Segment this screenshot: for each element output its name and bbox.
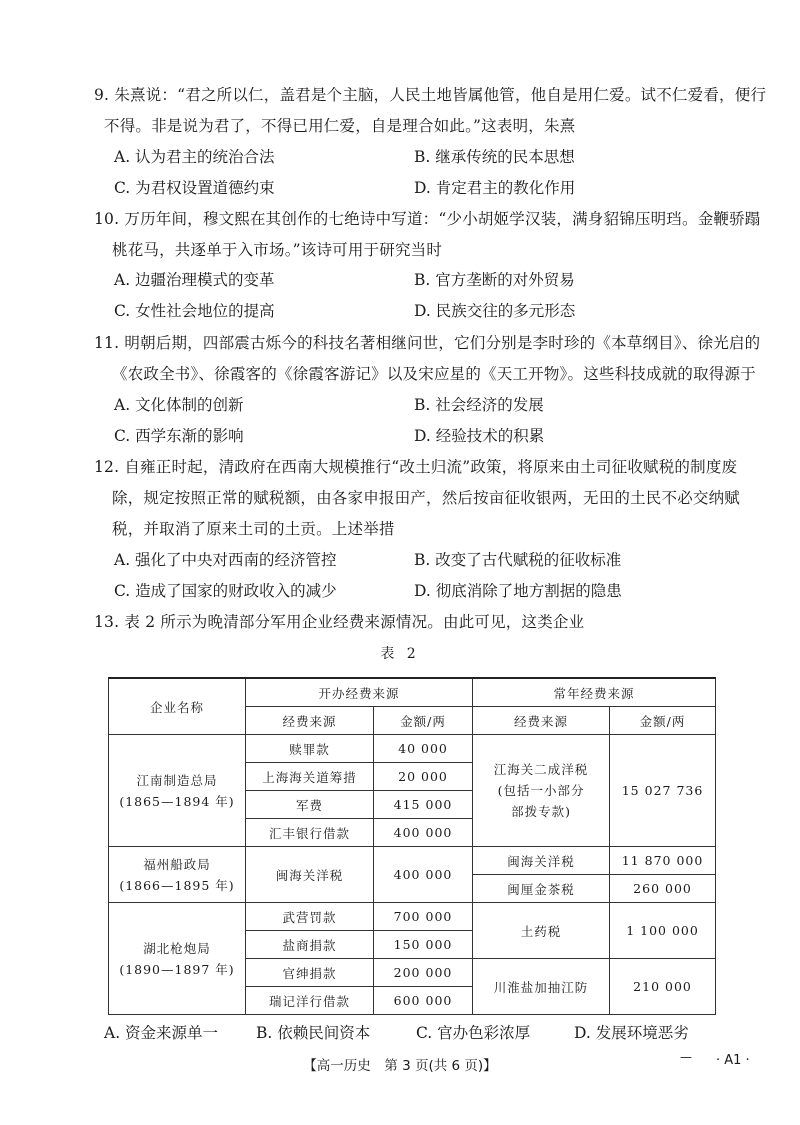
question-10-line1: 10. 万历年间，穆文熙在其创作的七绝诗中写道：“少小胡姬学汉装，满身貂锦压明珰。金鞭骄蹋	[94, 210, 761, 228]
question-11-option-d[interactable]: D. 经验技术的积累	[414, 427, 545, 445]
question-11-option-a[interactable]: A. 文化体制的创新	[114, 396, 244, 414]
question-11-option-c[interactable]: C. 西学东渐的影响	[114, 427, 244, 445]
hubei-startup-source-2: 盐商捐款	[246, 931, 374, 959]
question-13-options	[104, 1021, 689, 1043]
fuzhou-annual-source-1: 闽海关洋税	[473, 847, 610, 875]
enterprise-jiangnan-name: 江南制造总局	[136, 772, 218, 788]
question-10-line2: 桃花马，共逐单于入市场。”该诗可用于研究当时	[112, 241, 443, 259]
question-9-stem	[94, 80, 767, 142]
question-11-line2: 《农政全书》、徐霞客的《徐霞客游记》以及宋应星的《天工开物》。这些科技成就的取得源于	[112, 365, 756, 383]
header-annual-amount: 金额/两	[610, 707, 716, 735]
question-12-stem	[94, 452, 741, 545]
jiangnan-startup-source-1: 赎罪款	[246, 735, 374, 763]
hubei-startup-source-1: 武营罚款	[246, 903, 374, 931]
fuzhou-startup-amount: 400 000	[374, 847, 473, 903]
table-header-row-1	[109, 678, 716, 707]
enterprise-hubei-years: (1890—1897 年)	[119, 961, 235, 977]
table-row	[109, 903, 716, 931]
jiangnan-annual-source-line1: 江海关二成洋税	[493, 762, 589, 777]
question-13-option-d[interactable]: D. 发展环境恶劣	[574, 1024, 689, 1042]
question-13-option-c[interactable]: C. 官办色彩浓厚	[416, 1024, 531, 1042]
question-11-stem	[94, 328, 761, 390]
fuzhou-annual-source-2: 闽厘金茶税	[473, 875, 610, 903]
question-9-line2: 不得。非是说为君了，不得已用仁爱，自是理合如此。”这表明，朱熹	[104, 117, 576, 135]
hubei-startup-amount-4: 600 000	[374, 987, 473, 1015]
hubei-startup-amount-1: 700 000	[374, 903, 473, 931]
hubei-annual-source-2: 川淮盐加抽江防	[473, 959, 610, 1015]
table-row	[109, 847, 716, 875]
jiangnan-startup-amount-2: 20 000	[374, 763, 473, 791]
enterprise-fuzhou	[109, 847, 246, 903]
question-12-line2: 除，规定按照正常的赋税额，由各家申报田产，然后按亩征收银两，无田的土民不必交纳赋	[112, 489, 741, 507]
hubei-startup-source-4: 瑞记洋行借款	[246, 987, 374, 1015]
question-11-line1: 11. 明朝后期，四部震古烁今的科技名著相继问世，它们分别是李时珍的《本草纲目》、徐光启的	[94, 334, 761, 352]
question-13-option-b[interactable]: B. 依赖民间资本	[256, 1024, 371, 1042]
hubei-startup-source-3: 官绅捐款	[246, 959, 374, 987]
hubei-annual-amount-1: 1 100 000	[610, 903, 716, 959]
question-13-line1: 13. 表 2 所示为晚清部分军用企业经费来源情况。由此可见，这类企业	[94, 613, 585, 631]
jiangnan-annual-source-line3: 部拨专款)	[511, 804, 571, 819]
question-10-stem	[94, 204, 761, 266]
question-13-stem	[94, 607, 734, 638]
enterprise-fuzhou-years: (1866—1895 年)	[119, 877, 235, 893]
question-9-option-d[interactable]: D. 肯定君主的教化作用	[414, 179, 576, 197]
question-10-option-c[interactable]: C. 女性社会地位的提高	[114, 302, 275, 320]
jiangnan-annual-source	[473, 735, 610, 847]
page-footer: 【高一历史 第 3 页(共 6 页)】	[303, 1058, 497, 1074]
header-startup: 开办经费来源	[246, 678, 473, 707]
question-12-option-d[interactable]: D. 彻底消除了地方割据的隐患	[414, 582, 622, 600]
header-annual-source: 经费来源	[473, 707, 610, 735]
jiangnan-startup-amount-3: 415 000	[374, 791, 473, 819]
hubei-annual-source-1: 土药税	[473, 903, 610, 959]
funding-table	[108, 677, 716, 1015]
question-13-option-a[interactable]: A. 资金来源单一	[104, 1024, 219, 1042]
jiangnan-startup-source-4: 汇丰银行借款	[246, 819, 374, 847]
question-9-option-a[interactable]: A. 认为君主的统治合法	[114, 148, 275, 166]
hubei-startup-amount-2: 150 000	[374, 931, 473, 959]
enterprise-jiangnan	[109, 735, 246, 847]
jiangnan-annual-source-line2: (包括一小部分	[497, 783, 585, 798]
header-enterprise: 企业名称	[109, 678, 246, 735]
enterprise-hubei	[109, 903, 246, 1015]
paper-code: · A1 ·	[716, 1053, 750, 1068]
jiangnan-startup-amount-4: 400 000	[374, 819, 473, 847]
jiangnan-startup-source-3: 军费	[246, 791, 374, 819]
question-10-option-a[interactable]: A. 边疆治理模式的变革	[114, 271, 275, 289]
question-11-option-b[interactable]: B. 社会经济的发展	[414, 396, 544, 414]
footer-mark: —	[680, 1050, 692, 1064]
question-10-option-b[interactable]: B. 官方垄断的对外贸易	[414, 271, 575, 289]
question-9-option-c[interactable]: C. 为君权设置道德约束	[114, 179, 275, 197]
header-startup-amount: 金额/两	[374, 707, 473, 735]
question-12-line1: 12. 自雍正时起，清政府在西南大规模推行“改土归流”政策，将原来由土司征收赋税的制度废	[94, 458, 738, 476]
enterprise-hubei-name: 湖北枪炮局	[143, 940, 211, 956]
header-annual: 常年经费来源	[473, 678, 716, 707]
header-startup-source: 经费来源	[246, 707, 374, 735]
question-9-option-b[interactable]: B. 继承传统的民本思想	[414, 148, 575, 166]
question-12-option-a[interactable]: A. 强化了中央对西南的经济管控	[114, 551, 337, 569]
hubei-annual-amount-2: 210 000	[610, 959, 716, 1015]
enterprise-fuzhou-name: 福州船政局	[143, 856, 211, 872]
question-12-option-c[interactable]: C. 造成了国家的财政收入的减少	[114, 582, 337, 600]
fuzhou-startup-source: 闽海关洋税	[246, 847, 374, 903]
question-9-line1: 9. 朱熹说：“君之所以仁，盖君是个主脑，人民土地皆属他管，他自是用仁爱。试不仁爱看，便行	[94, 86, 767, 104]
question-12-line3: 税，并取消了原来土司的土贡。上述举措	[112, 520, 395, 538]
hubei-startup-amount-3: 200 000	[374, 959, 473, 987]
fuzhou-annual-amount-2: 260 000	[610, 875, 716, 903]
table-title: 表 2	[380, 646, 420, 662]
jiangnan-annual-amount: 15 027 736	[610, 735, 716, 847]
jiangnan-startup-amount-1: 40 000	[374, 735, 473, 763]
enterprise-jiangnan-years: (1865—1894 年)	[119, 793, 235, 809]
table-row	[109, 735, 716, 763]
jiangnan-startup-source-2: 上海海关道筹措	[246, 763, 374, 791]
fuzhou-annual-amount-1: 11 870 000	[610, 847, 716, 875]
question-10-option-d[interactable]: D. 民族交往的多元形态	[414, 302, 576, 320]
question-12-option-b[interactable]: B. 改变了古代赋税的征收标准	[414, 551, 622, 569]
